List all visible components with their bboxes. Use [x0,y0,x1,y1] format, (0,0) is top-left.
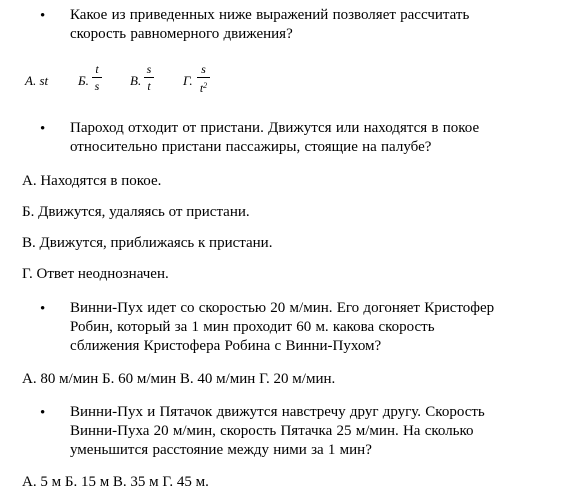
bullet: • [40,301,46,317]
bullet: • [40,8,46,24]
option-a: A. st [25,73,49,88]
option-d-fraction [197,62,210,95]
bullet: • [40,121,46,137]
question-1-options [0,62,582,102]
question-4-text: Винни-Пух и Пятачок движутся навстречу друг другу. Скорость Винни-Пуха 20 м/мин, скорость Пятачка 25 м/мин. На сколько уменьшится расстояние между ними за 1 мин? [70,404,485,458]
option-c-label: В. [130,73,142,88]
answer-line: А. 80 м/мин Б. 60 м/мин В. 40 м/мин Г. 20 м/мин. [22,371,336,387]
fraction-bar [92,77,102,78]
answer-line: А. 5 м Б. 15 м В. 35 м Г. 45 м. [22,474,209,490]
answer-line: Г. Ответ неоднозначен. [22,266,169,282]
denominator-base: t [199,81,204,95]
fraction-bar [197,77,210,78]
answer-line: Б. Движутся, удаляясь от пристани. [22,204,250,220]
answer-line: В. Движутся, приближаясь к пристани. [22,235,273,251]
fraction-numerator: s [201,62,206,76]
fraction-numerator: t [95,62,99,76]
denominator-exponent: 2 [203,81,208,90]
question-1-text: Какое из приведенных ниже выражений позволяет рассчитать скорость равномерного движения? [70,7,470,42]
bullet: • [40,405,46,421]
option-d-label: Г. [183,73,193,88]
fraction-bar [144,77,154,78]
fraction-denominator: s [94,79,100,93]
fraction-denominator [199,79,208,95]
question-3-text: Винни-Пух идет со скоростью 20 м/мин. Его догоняет Кристофер Робин, который за 1 мин проходит 60 м. какова скорость сближения Кристофера Робина с Винни-Пухом? [70,300,495,354]
option-b-fraction [92,62,102,93]
option-b-label: Б. [78,73,89,88]
question-2-text: Пароход отходит от пристани. Движутся или находятся в покое относительно пристани пассажиры, стоящие на палубе? [70,120,480,155]
option-c-fraction [144,62,154,93]
answer-line: А. Находятся в покое. [22,173,162,189]
fraction-numerator: s [146,62,152,76]
fraction-denominator: t [147,79,151,93]
